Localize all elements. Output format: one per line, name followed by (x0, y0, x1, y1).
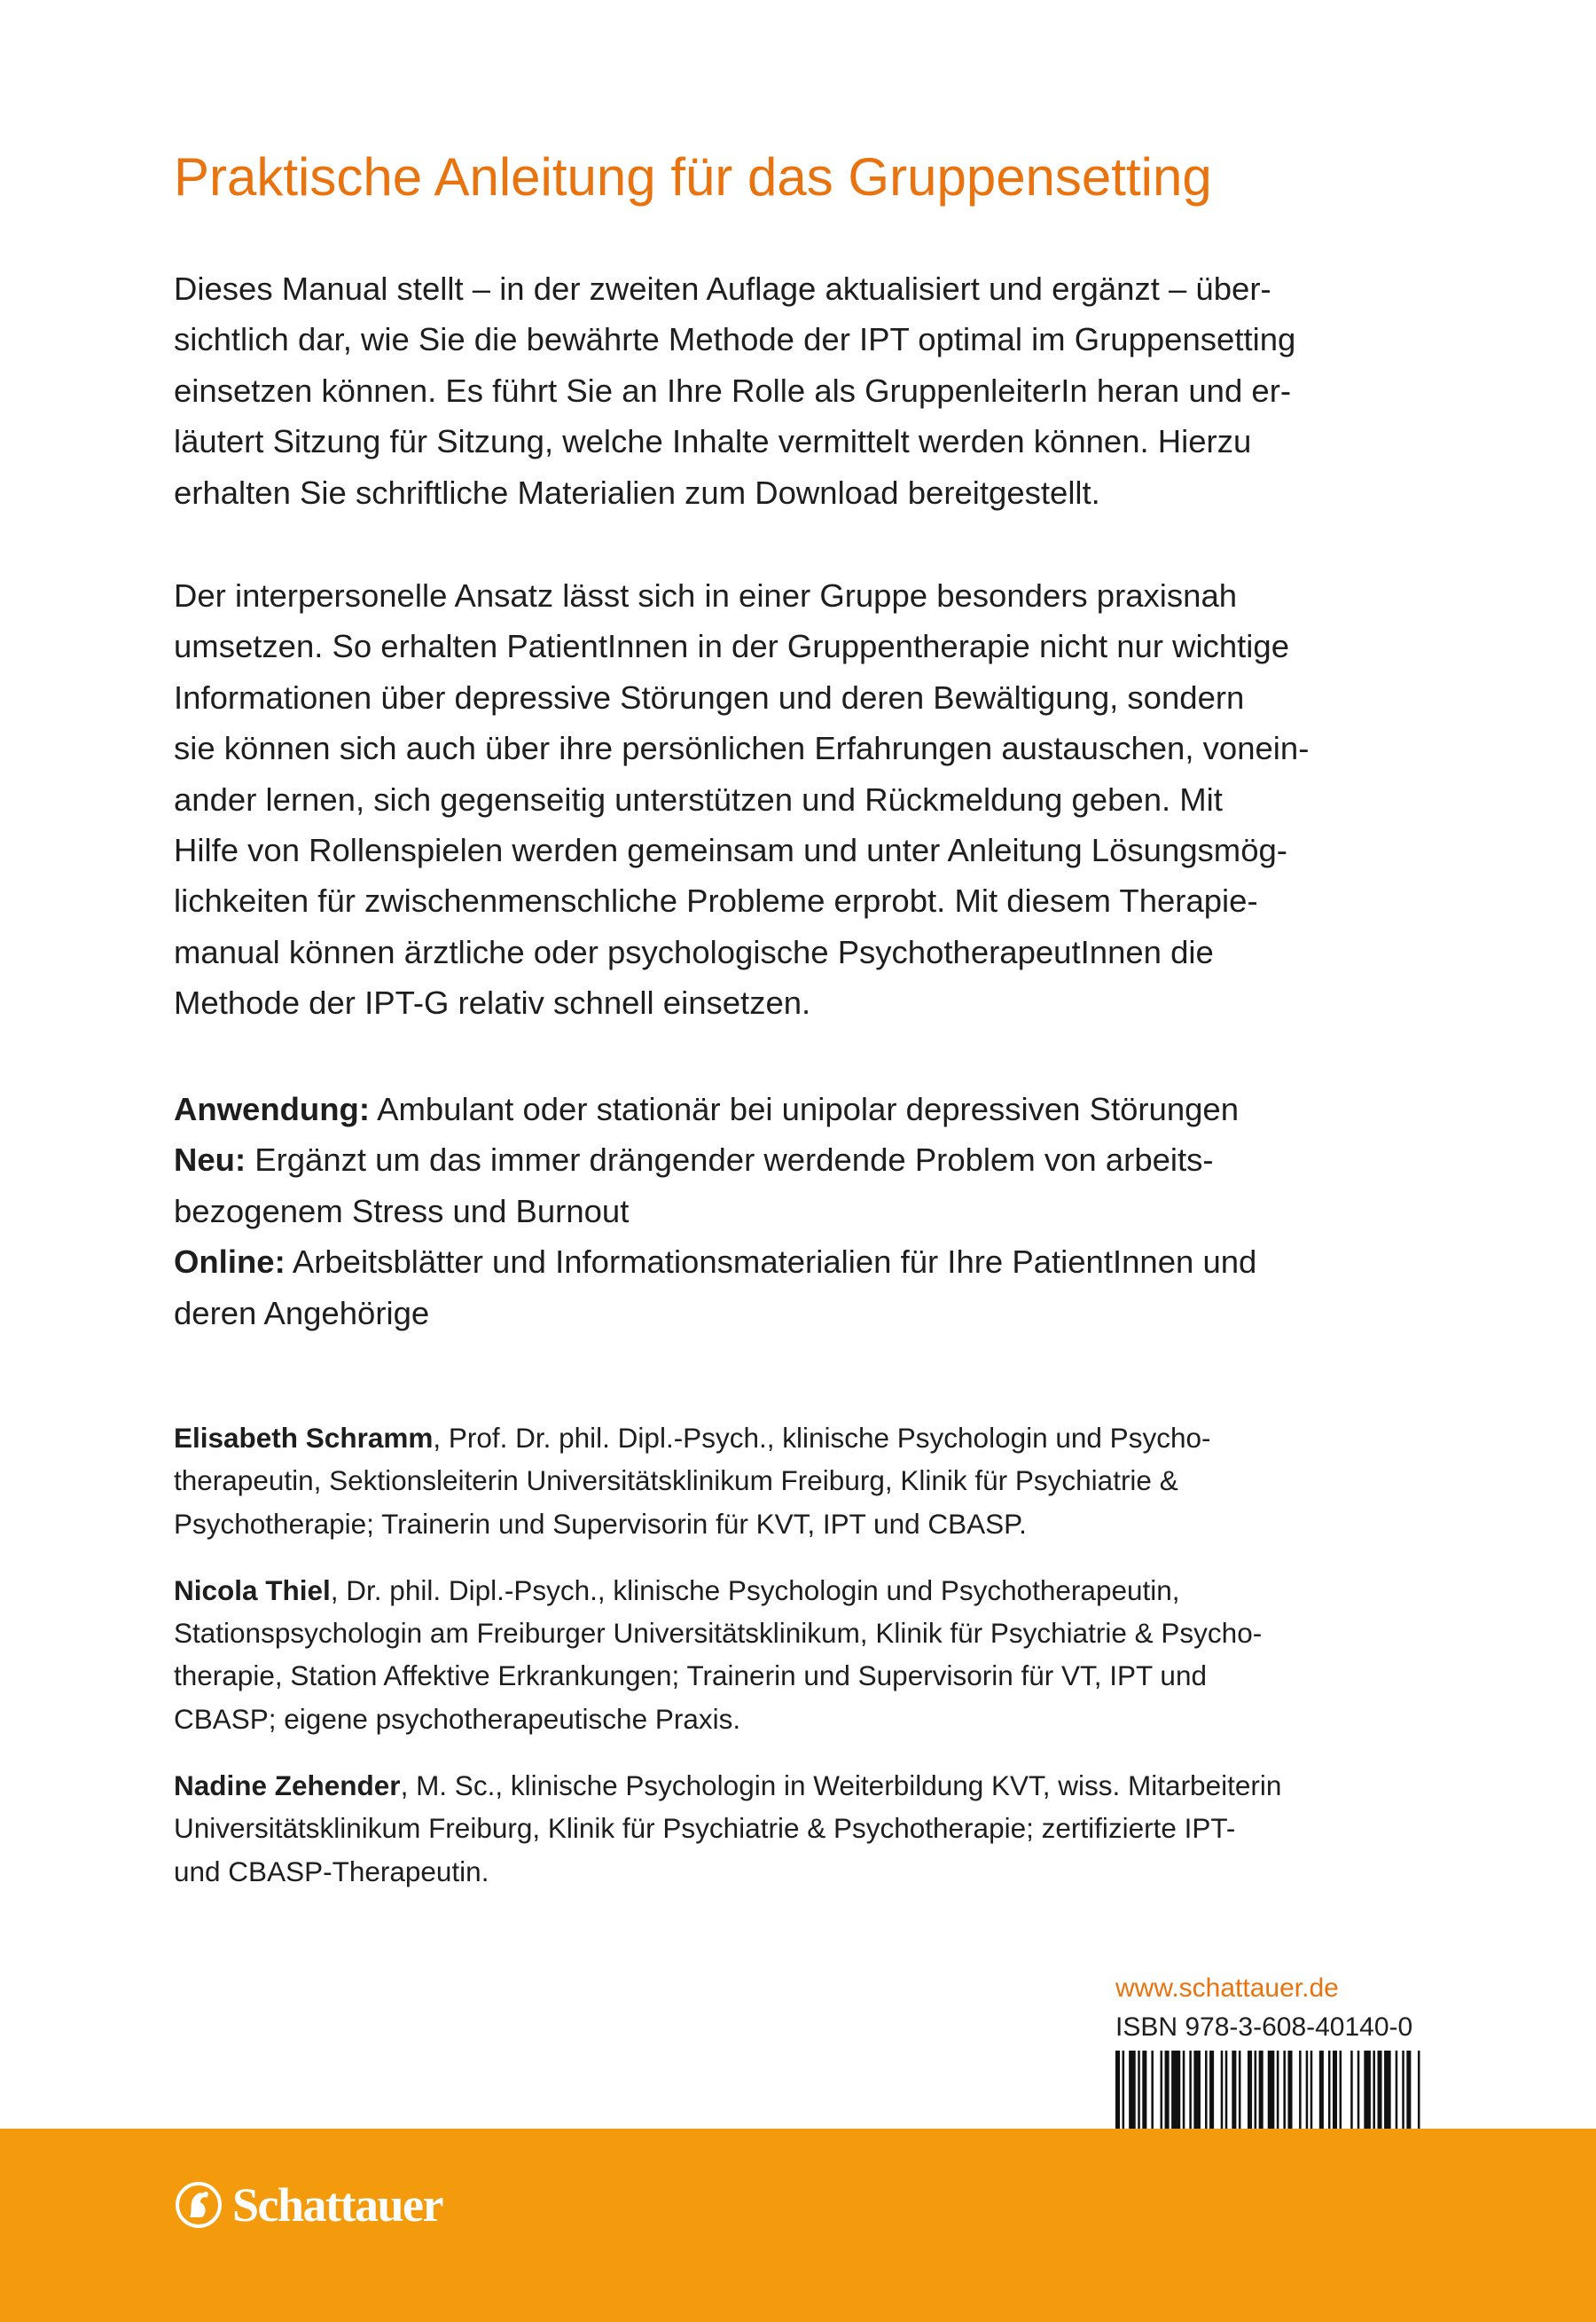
barcode-bar (1129, 2051, 1136, 2129)
barcode-bar (1384, 2051, 1391, 2129)
author-name: Nicola Thiel (174, 1573, 331, 1606)
page-heading: Praktische Anleitung für das Gruppensetting (174, 147, 1212, 207)
publisher-footer (0, 2129, 1596, 2322)
author-name: Nadine Zehender (174, 1769, 401, 1802)
intro-paragraph: Dieses Manual stellt – in der zweiten Auflage aktualisiert und ergänzt – über- sichtlich dar, wie Sie die bewährte Methode der IPT optimal im Gruppensetting einsetzen können. Es führt Sie an Ihre Rolle als GruppenleiterIn heran und er- läutert Sitzung für Sitzung, welche Inhalte vermittelt werden können. Hierzu erhalten Sie schriftliche Materialien zum Download bereitgestellt. (174, 271, 1296, 511)
schattauer-logo[interactable] (174, 2177, 442, 2233)
barcode-bar (1221, 2051, 1224, 2129)
barcode-bar (1161, 2051, 1163, 2129)
barcode-bar (1310, 2051, 1313, 2129)
feature-label: Neu: (174, 1141, 246, 1179)
feature-list (174, 1084, 1451, 1338)
barcode-bar (1418, 2051, 1420, 2129)
barcode-bar (1193, 2051, 1201, 2129)
barcode-bar (1142, 2051, 1146, 2129)
barcode-bar (1189, 2051, 1192, 2129)
author-name: Elisabeth Schramm (174, 1422, 434, 1454)
author-description: , M. Sc., klinische Psychologin in Weiterbildung KVT, wiss. Mitarbeiterin Universitätsklinikum Freiburg, Klinik für Psychiatrie & Psychotherapie; zertifizierte IPT- und CBASP-Therapeutin. (174, 1769, 1282, 1887)
barcode-bar (1165, 2051, 1170, 2129)
barcode-bar (1225, 2051, 1228, 2129)
barcode-bar (1373, 2051, 1375, 2129)
barcode-bar (1333, 2051, 1337, 2129)
barcode-bar (1396, 2051, 1398, 2129)
feature-label: Anwendung: (174, 1091, 370, 1127)
author-description: , Prof. Dr. phil. Dipl.-Psych., klinische Psychologin und Psycho- therapeutin, Sektionsleiterin Universitätsklinikum Freiburg, Klinik für Psychiatrie & Psychotherapie; Trainerin und Supervisorin für KVT, IPT und CBASP. (174, 1422, 1211, 1540)
barcode-bar (1183, 2051, 1185, 2129)
author-bio (174, 1569, 1451, 1740)
schattauer-logo-icon (174, 2178, 223, 2232)
feature-text: Ambulant oder stationär bei unipolar depressiven Störungen (369, 1091, 1240, 1127)
author-description: , Dr. phil. Dipl.-Psych., klinische Psychologin und Psychotherapeutin, Stationspsychologin am Freiburger Universitätsklinikum, Klinik für Psychiatrie & Psycho- therapie, Station Affektive Erkrankungen; Trainerin und Supervisorin für VT, IPT und CBASP; eigene psychotherapeutische Praxis. (174, 1573, 1263, 1735)
feature-online (174, 1236, 1451, 1338)
barcode-bar (1115, 2051, 1120, 2129)
barcode-bar (1259, 2051, 1264, 2129)
feature-label: Online: (174, 1243, 286, 1281)
barcode-bar (1239, 2051, 1241, 2129)
author-bio (174, 1416, 1451, 1545)
barcode-bar (1357, 2051, 1360, 2129)
author-bio (174, 1764, 1451, 1893)
barcode-bar (1306, 2051, 1309, 2129)
barcode-bar (1287, 2051, 1292, 2129)
barcode-bar (1171, 2051, 1180, 2129)
feature-text: Arbeitsblätter und Informationsmaterialien für Ihre PatientInnen und deren Angehörige (174, 1243, 1257, 1331)
barcode-bar (1255, 2051, 1257, 2129)
barcode-bar (1299, 2051, 1302, 2129)
barcode-bar (1277, 2051, 1279, 2129)
barcode-bar (1209, 2051, 1214, 2129)
feature-neu (174, 1134, 1451, 1236)
barcode-bar (1123, 2051, 1125, 2129)
barcode-bar (1205, 2051, 1208, 2129)
isbn-text: ISBN 978-3-608-40140-0 (1115, 2012, 1413, 2042)
barcode-bar (1268, 2051, 1275, 2129)
approach-paragraph: Der interpersonelle Ansatz lässt sich in einer Gruppe besonders praxisnah umsetzen. So erhalten PatientInnen in der Gruppentherapie nicht nur wichtige Informationen über depressive Störungen und deren Bewältigung, sondern sie können sich auch über ihre persönlichen Erfahrungen austauschen, vonein- ander lernen, sich gegenseitig unterstützen und Rückmeldung geben. Mit Hilfe von Rollenspielen werden gemeinsam und unter Anleitung Lösungsmög- lichkeiten für zwischenmenschliche Probleme erprobt. Mit diesem Therapie- manual können ärztliche oder psychologische PsychotherapeutInnen die Methode der IPT-G relativ schnell einsetzen. (174, 577, 1310, 1022)
barcode-bar (1138, 2051, 1140, 2129)
barcode-bar (1364, 2051, 1371, 2129)
barcode-bar (1340, 2051, 1342, 2129)
barcode-bar (1319, 2051, 1324, 2129)
barcode-bar (1406, 2051, 1411, 2129)
barcode-icon (1115, 2051, 1422, 2129)
barcode-bar (1248, 2051, 1252, 2129)
feature-text: Ergänzt um das immer drängender werdende Problem von arbeits- bezogenem Stress und Burnout (174, 1141, 1214, 1229)
publisher-url-link[interactable]: www.schattauer.de (1115, 1973, 1339, 2003)
logo-wordmark: Schattauer (232, 2178, 442, 2232)
barcode-bar (1402, 2051, 1404, 2129)
barcode-bar (1232, 2051, 1236, 2129)
author-list (174, 1416, 1451, 1917)
barcode-bar (1283, 2051, 1286, 2129)
barcode-bar (1328, 2051, 1331, 2129)
barcode-bar (1377, 2051, 1381, 2129)
barcode-bar (1350, 2051, 1353, 2129)
barcode-bar (1151, 2051, 1154, 2129)
feature-anwendung (174, 1084, 1451, 1134)
